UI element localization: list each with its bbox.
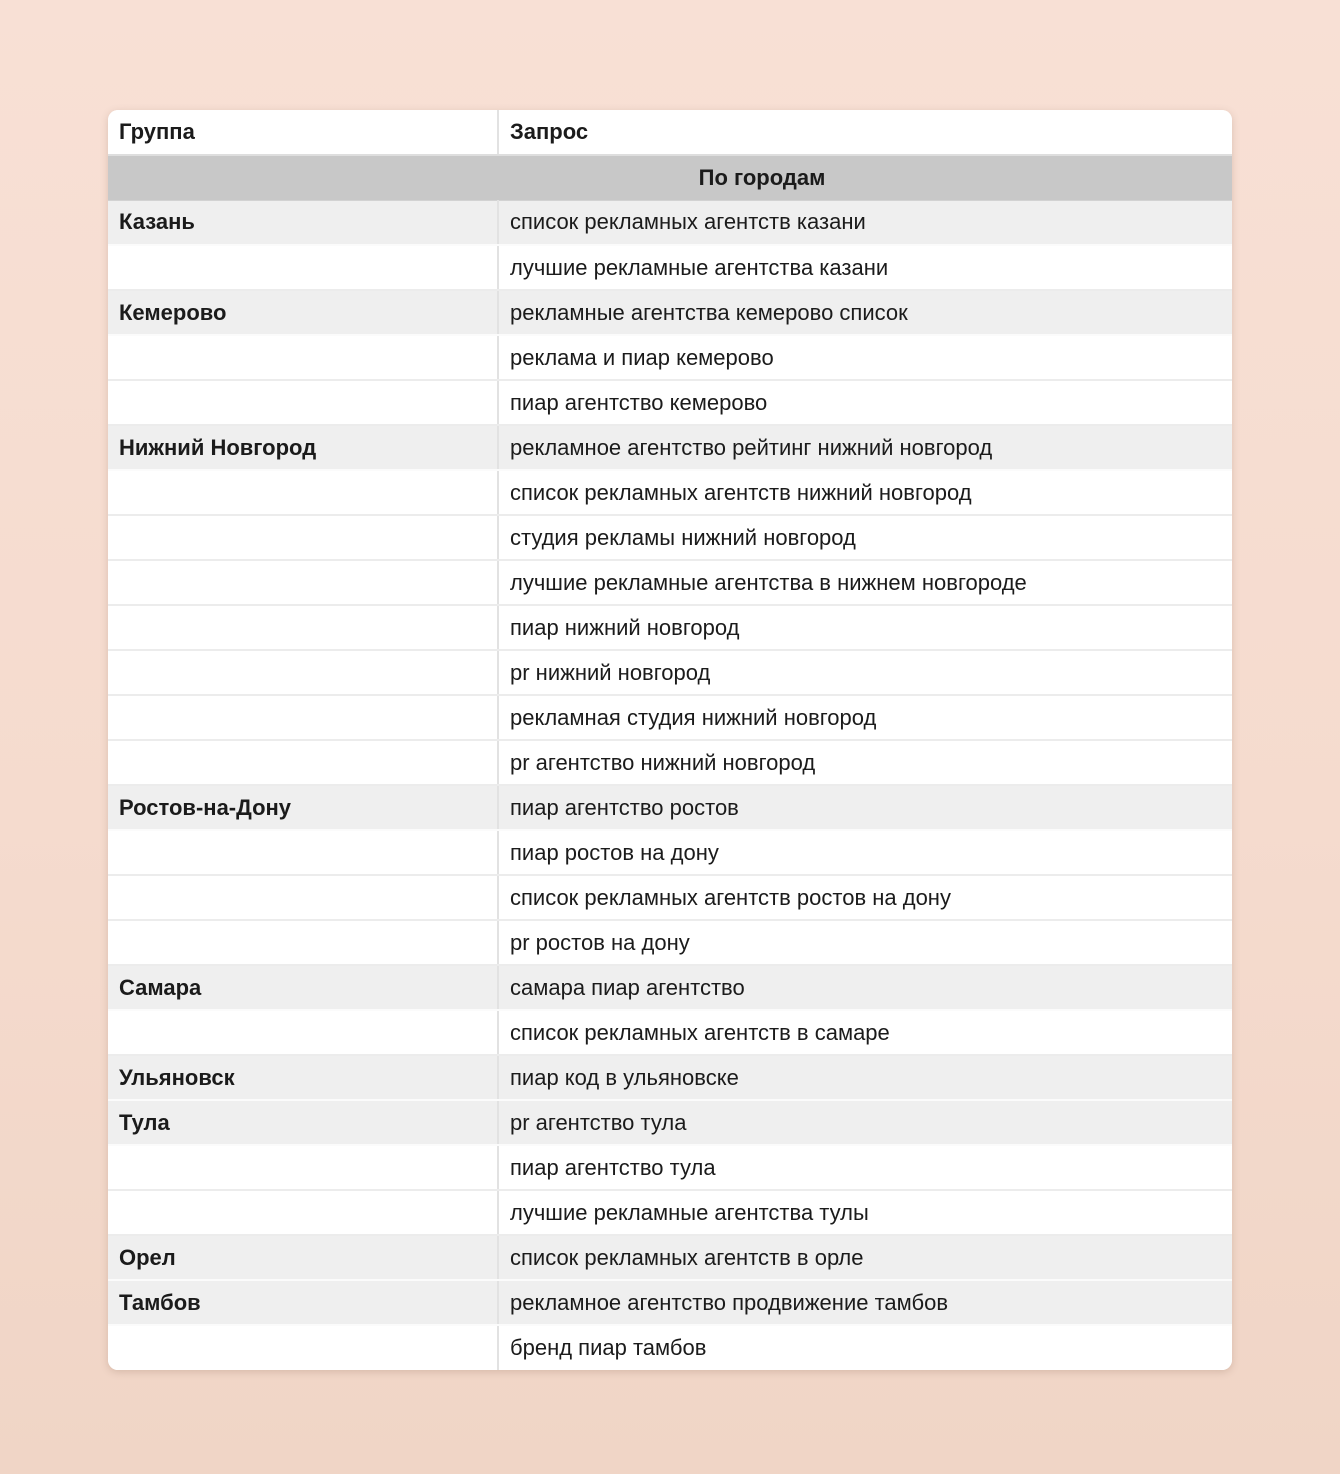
- query-cell: список рекламных агентств в орле: [498, 1235, 1232, 1280]
- group-cell: Тамбов: [108, 1280, 498, 1325]
- query-cell: лучшие рекламные агентства в нижнем новгороде: [498, 560, 1232, 605]
- query-cell: рекламное агентство продвижение тамбов: [498, 1280, 1232, 1325]
- group-cell: [108, 245, 498, 290]
- column-header-group: Группа: [108, 110, 498, 155]
- group-cell: [108, 380, 498, 425]
- query-cell: пиар код в ульяновске: [498, 1055, 1232, 1100]
- query-cell: студия рекламы нижний новгород: [498, 515, 1232, 560]
- section-header-label: По городам: [108, 155, 1232, 200]
- group-cell: Казань: [108, 200, 498, 245]
- table-row: [108, 740, 1232, 785]
- section-header-row: [108, 155, 1232, 200]
- table-row: [108, 425, 1232, 470]
- table-row: [108, 785, 1232, 830]
- query-cell: пиар ростов на дону: [498, 830, 1232, 875]
- table-row: [108, 515, 1232, 560]
- group-cell: [108, 1190, 498, 1235]
- table-row: [108, 1055, 1232, 1100]
- query-cell: pr агентство нижний новгород: [498, 740, 1232, 785]
- table-row: [108, 605, 1232, 650]
- table-row: [108, 470, 1232, 515]
- table-row: [108, 830, 1232, 875]
- group-cell: Самара: [108, 965, 498, 1010]
- table-row: [108, 335, 1232, 380]
- table-row: [108, 245, 1232, 290]
- query-cell: список рекламных агентств ростов на дону: [498, 875, 1232, 920]
- table-row: [108, 920, 1232, 965]
- table-row: [108, 200, 1232, 245]
- table-row: [108, 875, 1232, 920]
- query-cell: рекламная студия нижний новгород: [498, 695, 1232, 740]
- table-row: [108, 695, 1232, 740]
- table-row: [108, 380, 1232, 425]
- table-row: [108, 560, 1232, 605]
- query-cell: список рекламных агентств в самаре: [498, 1010, 1232, 1055]
- group-cell: [108, 920, 498, 965]
- group-cell: [108, 335, 498, 380]
- query-cell: рекламные агентства кемерово список: [498, 290, 1232, 335]
- table-row: [108, 1010, 1232, 1055]
- group-cell: Нижний Новгород: [108, 425, 498, 470]
- query-cell: пиар агентство ростов: [498, 785, 1232, 830]
- group-cell: [108, 1010, 498, 1055]
- group-cell: [108, 650, 498, 695]
- query-cell: pr нижний новгород: [498, 650, 1232, 695]
- keyword-table-card: [108, 110, 1232, 1370]
- group-cell: Ростов-на-Дону: [108, 785, 498, 830]
- group-cell: [108, 470, 498, 515]
- group-cell: [108, 1145, 498, 1190]
- group-cell: [108, 830, 498, 875]
- table-row: [108, 1235, 1232, 1280]
- column-header-query: Запрос: [498, 110, 1232, 155]
- group-cell: Орел: [108, 1235, 498, 1280]
- query-cell: pr агентство тула: [498, 1100, 1232, 1145]
- table-row: [108, 1325, 1232, 1370]
- query-cell: pr ростов на дону: [498, 920, 1232, 965]
- query-cell: список рекламных агентств казани: [498, 200, 1232, 245]
- group-cell: Кемерово: [108, 290, 498, 335]
- table-row: [108, 1145, 1232, 1190]
- keyword-table: [108, 110, 1232, 1370]
- table-header-row: [108, 110, 1232, 155]
- group-cell: [108, 695, 498, 740]
- query-cell: пиар агентство кемерово: [498, 380, 1232, 425]
- group-cell: [108, 605, 498, 650]
- query-cell: рекламное агентство рейтинг нижний новгород: [498, 425, 1232, 470]
- table-row: [108, 290, 1232, 335]
- group-cell: Тула: [108, 1100, 498, 1145]
- table-row: [108, 650, 1232, 695]
- query-cell: лучшие рекламные агентства тулы: [498, 1190, 1232, 1235]
- table-row: [108, 965, 1232, 1010]
- group-cell: Ульяновск: [108, 1055, 498, 1100]
- table-row: [108, 1280, 1232, 1325]
- group-cell: [108, 740, 498, 785]
- query-cell: реклама и пиар кемерово: [498, 335, 1232, 380]
- group-cell: [108, 1325, 498, 1370]
- group-cell: [108, 515, 498, 560]
- query-cell: список рекламных агентств нижний новгород: [498, 470, 1232, 515]
- query-cell: пиар нижний новгород: [498, 605, 1232, 650]
- query-cell: лучшие рекламные агентства казани: [498, 245, 1232, 290]
- group-cell: [108, 560, 498, 605]
- query-cell: бренд пиар тамбов: [498, 1325, 1232, 1370]
- group-cell: [108, 875, 498, 920]
- table-row: [108, 1190, 1232, 1235]
- query-cell: самара пиар агентство: [498, 965, 1232, 1010]
- query-cell: пиар агентство тула: [498, 1145, 1232, 1190]
- table-row: [108, 1100, 1232, 1145]
- table-body: [108, 200, 1232, 1370]
